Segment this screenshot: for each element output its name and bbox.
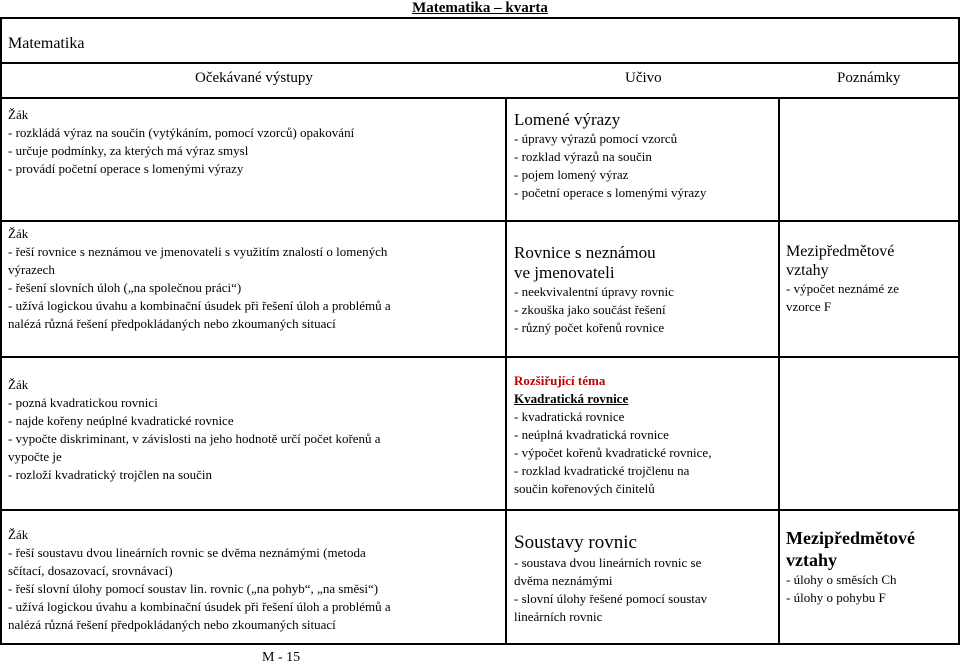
row-divider-1	[0, 220, 960, 222]
content-line: - soustava dvou lineárních rovnic se	[514, 555, 702, 570]
outputs-line: vypočte je	[8, 449, 62, 464]
row4-outputs	[8, 526, 391, 634]
content-line: - rozklad kvadratické trojčlenu na	[514, 463, 690, 478]
outputs-line: Žák	[8, 107, 29, 122]
content-line: - neekvivalentní úpravy rovnic	[514, 284, 674, 299]
outputs-line: - rozloží kvadratický trojčlen na součin	[8, 467, 212, 482]
content-line: - výpočet kořenů kvadratické rovnice,	[514, 445, 712, 460]
content-title: Kvadratická rovnice	[514, 391, 629, 406]
row2-content	[514, 243, 674, 337]
row4-notes	[786, 527, 915, 607]
notes-heading: vztahy	[786, 550, 837, 570]
notes-line: - úlohy o pohybu F	[786, 590, 886, 605]
content-label: Rozšiřující téma	[514, 373, 606, 388]
row-divider-3	[0, 509, 960, 511]
content-line: - slovní úlohy řešené pomocí soustav	[514, 591, 708, 606]
row2-notes	[786, 242, 899, 316]
outputs-line: - řeší rovnice s neznámou ve jmenovateli s využitím znalostí o lomených	[8, 244, 388, 259]
outputs-line: - pozná kvadratickou rovnici	[8, 395, 158, 410]
outputs-line: sčítací, dosazovací, srovnávací)	[8, 563, 173, 578]
table-left-border	[0, 17, 2, 645]
outputs-line: - užívá logickou úvahu a kombinační úsudek při řešení úloh a problémů a	[8, 298, 391, 313]
row1-content	[514, 110, 706, 202]
content-line: - rozklad výrazů na součin	[514, 149, 652, 164]
notes-heading: vztahy	[786, 262, 829, 279]
table-top-border	[0, 17, 960, 19]
header-outputs: Očekávané výstupy	[195, 70, 313, 86]
row3-outputs	[8, 376, 381, 484]
outputs-line: - provádí početní operace s lomenými výrazy	[8, 161, 244, 176]
outputs-line: - vypočte diskriminant, v závislosti na jeho hodnotě určí počet kořenů a	[8, 431, 381, 446]
page-title: Matematika – kvarta	[412, 0, 548, 16]
subject-divider	[0, 62, 960, 64]
outputs-line: - užívá logickou úvahu a kombinační úsudek při řešení úloh a problémů a	[8, 599, 391, 614]
content-title: Lomené výrazy	[514, 110, 621, 129]
content-line: - neúplná kvadratická rovnice	[514, 427, 669, 442]
outputs-line: výrazech	[8, 262, 55, 277]
row1-outputs	[8, 106, 354, 178]
page-footer: M - 15	[262, 650, 301, 665]
outputs-line: nalézá různá řešení předpokládaných nebo zkoumaných situací	[8, 316, 336, 331]
outputs-line: - řeší slovní úlohy pomocí soustav lin. rovnic („na pohyb“, „na směsi“)	[8, 581, 379, 596]
content-line: - úpravy výrazů pomocí vzorců	[514, 131, 678, 146]
content-line: dvěma neznámými	[514, 573, 613, 588]
outputs-line: Žák	[8, 226, 29, 241]
content-title: Soustavy rovnic	[514, 532, 637, 553]
outputs-line: - najde kořeny neúplné kvadratické rovnice	[8, 413, 234, 428]
header-content: Učivo	[625, 70, 662, 86]
outputs-line: - rozkládá výraz na součin (vytýkáním, pomocí vzorců) opakování	[8, 125, 355, 140]
content-line: - kvadratická rovnice	[514, 409, 625, 424]
subject-name: Matematika	[8, 35, 85, 52]
content-line: - zkouška jako součást řešení	[514, 302, 666, 317]
row4-content	[514, 532, 707, 626]
outputs-line: Žák	[8, 377, 29, 392]
content-line: - početní operace s lomenými výrazy	[514, 185, 707, 200]
column-divider-2	[778, 97, 780, 645]
column-divider-1	[505, 97, 507, 645]
notes-line: - výpočet neznámé ze	[786, 281, 899, 296]
content-line: lineárních rovnic	[514, 609, 603, 624]
outputs-line: nalézá různá řešení předpokládaných nebo zkoumaných situací	[8, 617, 336, 632]
header-divider	[0, 97, 960, 99]
content-line: - různý počet kořenů rovnice	[514, 320, 665, 335]
content-title: ve jmenovateli	[514, 263, 615, 282]
outputs-line: - řeší soustavu dvou lineárních rovnic se dvěma neznámými (metoda	[8, 545, 366, 560]
row-divider-2	[0, 356, 960, 358]
content-line: - pojem lomený výraz	[514, 167, 629, 182]
row3-content	[514, 372, 711, 498]
outputs-line: - řešení slovních úloh („na společnou práci“)	[8, 280, 242, 295]
header-notes: Poznámky	[837, 70, 901, 86]
notes-line: vzorce F	[786, 299, 832, 314]
notes-heading: Mezipředmětové	[786, 528, 915, 548]
outputs-line: - určuje podmínky, za kterých má výraz smysl	[8, 143, 249, 158]
table-bottom-border	[0, 643, 960, 645]
content-title: Rovnice s neznámou	[514, 243, 656, 262]
outputs-line: Žák	[8, 527, 29, 542]
notes-heading: Mezipředmětové	[786, 243, 895, 260]
notes-line: - úlohy o směsích Ch	[786, 572, 897, 587]
content-line: součin kořenových činitelů	[514, 481, 655, 496]
row2-outputs	[8, 225, 391, 333]
